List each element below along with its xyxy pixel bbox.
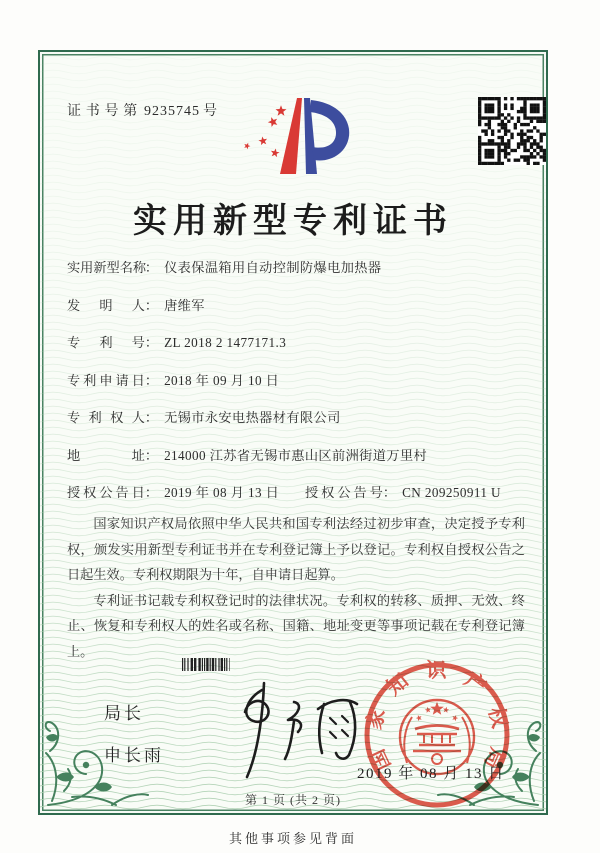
- field-list: [67, 259, 524, 522]
- field-value-inventor: 唐维军: [164, 297, 205, 313]
- field-label: 专利号: [67, 335, 145, 350]
- field-colon: ：: [144, 335, 159, 350]
- field-value-filing-date: 2018 年 09 月 10 日: [164, 372, 280, 388]
- svg-text:国家知识产权局: [362, 659, 513, 774]
- seal-date: 2019 年 08 月 13 日: [357, 766, 505, 782]
- field-label: 专利权人: [67, 410, 145, 425]
- field-value-patent-number: ZL 2018 2 1477171.3: [164, 335, 287, 350]
- field-colon: ：: [144, 447, 159, 463]
- field-colon: ：: [382, 485, 397, 500]
- back-note: 其他事项参见背面: [228, 831, 357, 846]
- qr-code: [478, 97, 546, 165]
- legal-text: [67, 511, 525, 665]
- field-colon: ：: [144, 260, 159, 275]
- logo-stars: [244, 105, 286, 157]
- signer-block: [104, 693, 164, 777]
- legal-paragraph-1: 国家知识产权局依照中华人民共和国专利法经过初步审查，决定授予专利权，颁发实用新型专利证书并在专利登记簿上予以登记。专利权自授权公告之日起生效。专利权期限为十年，自申请日起算。: [67, 516, 525, 583]
- cnipa-patent-logo-icon: [237, 90, 367, 195]
- field-value-utility-model-name: 仪表保温箱用自动控制防爆电加热器: [164, 260, 382, 275]
- page-indicator: 第 1 页 (共 2 页): [245, 793, 341, 807]
- field-colon: ：: [144, 372, 159, 388]
- field-colon: ：: [144, 485, 159, 500]
- certificate-number-suffix: 号: [203, 104, 218, 119]
- field-row-utility-model-name: [67, 259, 524, 297]
- certificate-body: [38, 50, 548, 815]
- field-row-filing-date: [67, 372, 524, 410]
- field-row-patent-number: [67, 334, 524, 372]
- director-handwritten-signature: [218, 670, 368, 800]
- signer-title: 局长: [104, 704, 144, 723]
- certificate-title: 实用新型专利证书: [133, 203, 453, 240]
- field-label: 专利申请日: [67, 372, 145, 388]
- field-row-inventor: [67, 297, 524, 335]
- seal-ring-text: 国家知识产权局: [363, 660, 511, 774]
- field-label: 地址: [67, 447, 145, 463]
- field-label: 实用新型名称: [67, 260, 147, 275]
- field-value-patentee: 无锡市永安电热器材有限公司: [164, 410, 341, 425]
- field-row-patentee: [67, 409, 524, 447]
- official-seal: [347, 645, 527, 815]
- field-colon: ：: [144, 297, 159, 313]
- field-row-address: [67, 447, 524, 485]
- field-colon: ：: [144, 410, 159, 425]
- field-value-grant-date: 2019 年 08 月 13 日: [164, 485, 280, 500]
- field-value-address: 214000 江苏省无锡市惠山区前洲街道万里村: [164, 447, 428, 463]
- certificate-number-prefix: 证书号第: [67, 104, 143, 119]
- field-label: 授权公告日: [67, 485, 145, 500]
- field-label: 发明人: [67, 297, 145, 313]
- field-value-grant-number: CN 209250911 U: [402, 485, 501, 500]
- certificate-number: [67, 100, 217, 120]
- certificate-number-value: 9235745: [144, 104, 201, 119]
- legal-paragraph-2: 专利证书记载专利权登记时的法律状况。专利权的转移、质押、无效、终止、恢复和专利权人的姓名或名称、国籍、地址变更等事项记载在专利登记簿上。: [67, 592, 525, 659]
- field-label: 授权公告号: [305, 485, 383, 500]
- signer-name: 申长雨: [104, 746, 164, 765]
